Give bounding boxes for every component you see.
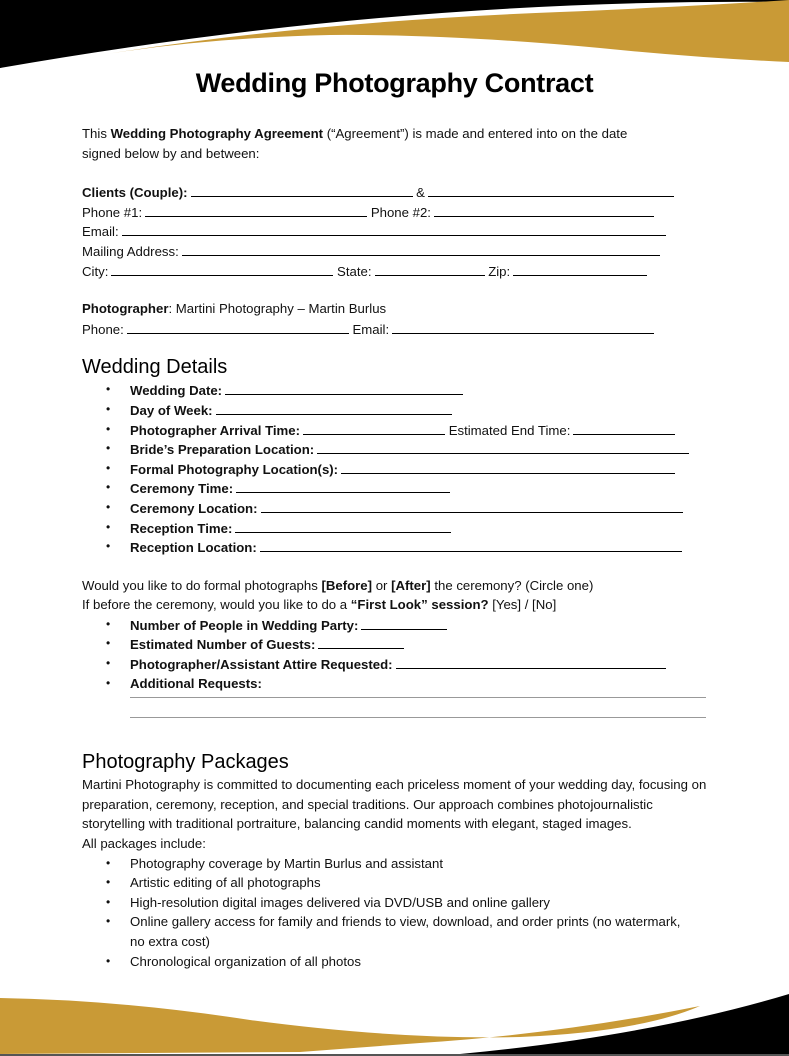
- q1-text: Would you like to do formal photographs: [82, 577, 322, 593]
- phone2-label: Phone #2:: [370, 204, 431, 220]
- q1-or: or: [372, 577, 392, 593]
- list-item: • High-resolution digital images delivered via DVD/USB and online gallery: [82, 893, 712, 913]
- wedding-details-list: [82, 380, 712, 556]
- list-item: [82, 459, 712, 479]
- packages-description: Martini Photography is committed to documenting each priceless moment of your wedding day, focusing on preparation, ceremony, reception, and special traditions. Our approach combines photojournalistic storytelling with traditional portraiture, balancing candid moments with elegant, staged images.: [82, 777, 707, 832]
- list-item: • Artistic editing of all photographs: [82, 873, 712, 893]
- intro-line-2: signed below by and between:: [82, 145, 260, 161]
- attire-field[interactable]: [396, 654, 666, 669]
- list-item: [82, 518, 712, 538]
- formal-photo-location-label: Formal Photography Location(s):: [130, 461, 339, 477]
- client-2-field[interactable]: [428, 182, 674, 197]
- intro-line-1: [82, 124, 712, 144]
- party-details-list: [82, 615, 712, 693]
- end-time-field[interactable]: [573, 420, 675, 435]
- before-option[interactable]: [Before]: [321, 577, 373, 593]
- client-1-field[interactable]: [191, 182, 413, 197]
- formal-photo-location-field[interactable]: [341, 459, 675, 474]
- ceremony-time-label: Ceremony Time:: [130, 481, 234, 497]
- guest-count-label: Estimated Number of Guests:: [130, 637, 316, 653]
- party-size-label: Number of People in Wedding Party:: [130, 617, 359, 633]
- guest-count-field[interactable]: [318, 634, 404, 649]
- attire-label: Photographer/Assistant Attire Requested:: [130, 657, 393, 673]
- additional-requests-label: Additional Requests:: [130, 675, 262, 691]
- day-of-week-label: Day of Week:: [130, 402, 213, 418]
- yes-no-options[interactable]: [Yes] / [No]: [488, 597, 557, 613]
- list-item: [82, 537, 712, 557]
- address-row: [82, 241, 712, 261]
- ampersand: &: [416, 185, 425, 201]
- first-look-question: [82, 595, 712, 615]
- photographer-row: [82, 299, 712, 319]
- package-inclusions-list: [82, 854, 712, 972]
- photographer-phone-field[interactable]: [127, 319, 349, 334]
- list-item: [82, 478, 712, 498]
- day-of-week-field[interactable]: [216, 400, 452, 415]
- bride-prep-location-label: Bride’s Preparation Location:: [130, 442, 315, 458]
- photography-packages-heading: Photography Packages: [82, 751, 289, 774]
- footer-swoosh-decoration: [0, 990, 789, 1056]
- address-label: Mailing Address:: [82, 243, 179, 259]
- ceremony-time-field[interactable]: [236, 478, 450, 493]
- list-item: [82, 674, 712, 694]
- reception-time-field[interactable]: [235, 518, 451, 533]
- list-item: [82, 439, 712, 459]
- arrival-time-field[interactable]: [303, 420, 445, 435]
- photographer-value: : Martini Photography – Martin Burlus: [168, 301, 387, 317]
- clients-row: [82, 182, 712, 202]
- city-row: [82, 261, 712, 281]
- zip-label: Zip:: [488, 263, 511, 279]
- end-time-label: Estimated End Time:: [448, 422, 571, 438]
- state-field[interactable]: [375, 261, 485, 276]
- list-item: • Chronological organization of all photos: [82, 952, 712, 972]
- bride-prep-location-field[interactable]: [317, 439, 689, 454]
- list-item: [82, 400, 712, 420]
- email-row: [82, 221, 712, 241]
- client-email-field[interactable]: [122, 221, 666, 236]
- reception-location-label: Reception Location:: [130, 540, 257, 556]
- wedding-details-heading: Wedding Details: [82, 356, 228, 379]
- mailing-address-field[interactable]: [182, 241, 660, 256]
- photographer-email-field[interactable]: [392, 319, 654, 334]
- photographer-contact-row: [82, 319, 712, 339]
- wedding-date-label: Wedding Date:: [130, 383, 223, 399]
- photographer-email-label: Email:: [352, 321, 390, 337]
- clients-label: Clients (Couple):: [82, 185, 188, 201]
- list-item: [82, 634, 712, 654]
- ceremony-location-field[interactable]: [261, 498, 683, 513]
- list-item: [82, 615, 712, 635]
- list-item: [82, 498, 712, 518]
- zip-field[interactable]: [513, 261, 647, 276]
- list-item: [82, 654, 712, 674]
- phone1-label: Phone #1:: [82, 204, 143, 220]
- reception-time-label: Reception Time:: [130, 520, 233, 536]
- q1-end: the ceremony? (Circle one): [430, 577, 594, 593]
- agreement-name: Wedding Photography Agreement: [110, 126, 324, 141]
- first-look-label: “First Look” session?: [350, 597, 489, 613]
- city-label: City:: [82, 263, 109, 279]
- ceremony-location-label: Ceremony Location:: [130, 500, 258, 516]
- list-item: • Online gallery access for family and friends to view, download, and order prints (no watermark, no extra cost): [82, 912, 690, 951]
- reception-location-field[interactable]: [260, 537, 682, 552]
- phone2-field[interactable]: [434, 202, 654, 217]
- formal-photos-question: [82, 576, 712, 596]
- list-item: • Photography coverage by Martin Burlus and assistant: [82, 854, 712, 874]
- phones-row: [82, 202, 712, 222]
- intro-prefix: This: [82, 126, 111, 141]
- photographer-phone-label: Phone:: [82, 321, 124, 337]
- list-item: [82, 380, 712, 400]
- page-title: Wedding Photography Contract: [195, 68, 594, 98]
- list-item: [82, 420, 712, 440]
- intro-text: (“Agreement”) is made and entered into on the date: [323, 126, 628, 141]
- contract-body: [82, 124, 712, 971]
- city-field[interactable]: [111, 261, 333, 276]
- wedding-date-field[interactable]: [225, 380, 463, 395]
- arrival-time-label: Photographer Arrival Time:: [130, 422, 301, 438]
- phone1-field[interactable]: [145, 202, 367, 217]
- q2-text: If before the ceremony, would you like to do a: [82, 597, 351, 613]
- after-option[interactable]: [After]: [391, 577, 431, 593]
- photographer-label: Photographer: [82, 301, 169, 317]
- email-label: Email:: [82, 224, 119, 240]
- state-label: State:: [337, 263, 372, 279]
- party-size-field[interactable]: [361, 615, 447, 630]
- packages-include-label: All packages include:: [82, 836, 206, 852]
